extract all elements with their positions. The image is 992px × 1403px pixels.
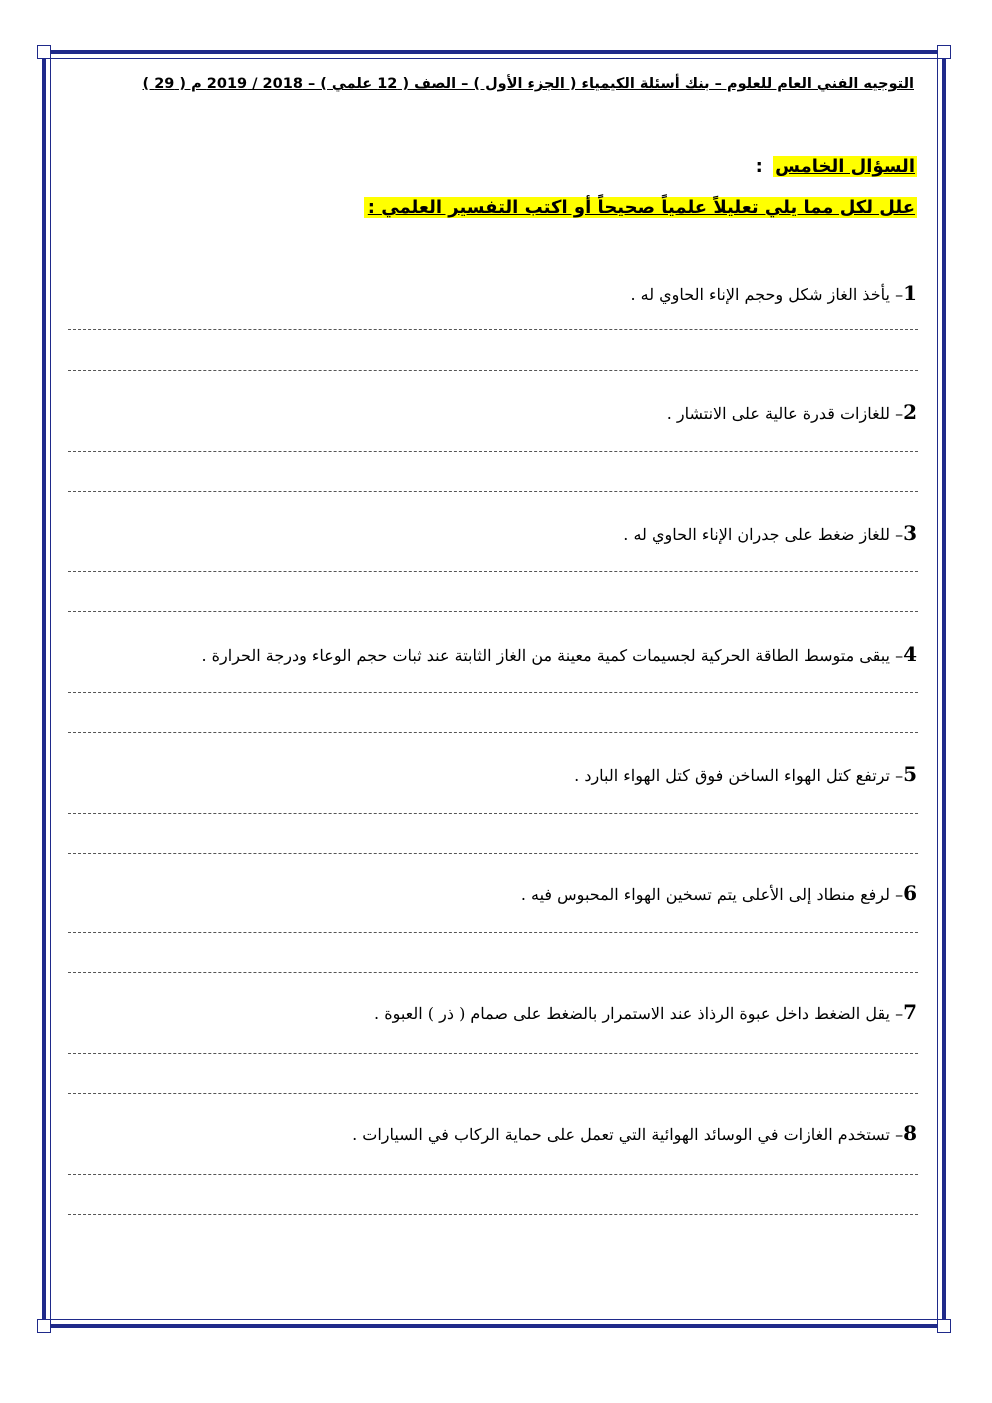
question-number: 5 (903, 762, 917, 786)
question-3 (71, 521, 917, 545)
question-number: 2 (903, 400, 917, 424)
question-text: – ترتفع كتل الهواء الساخن فوق كتل الهواء البارد . (574, 766, 904, 785)
answer-line[interactable] (68, 1053, 918, 1054)
answer-line[interactable] (68, 692, 918, 693)
question-text: – لرفع منطاد إلى الأعلى يتم تسخين الهواء المحبوس فيه . (520, 885, 904, 904)
question-number: 6 (903, 881, 917, 905)
answer-line[interactable] (68, 853, 918, 854)
page-header: التوجيه الفني العام للعلوم – بنك أسئلة الكيمياء ( الجزء الأول ) – الصف ( 12 علمي ) – 2018 / 2019 م ( 29 ) (142, 76, 914, 92)
instruction-colon: : (367, 197, 375, 218)
question-text: – للغازات قدرة عالية على الانتشار . (666, 404, 904, 423)
answer-line[interactable] (68, 972, 918, 973)
question-number: 8 (903, 1121, 917, 1145)
answer-line[interactable] (68, 1214, 918, 1215)
question-number: 1 (903, 281, 917, 305)
question-text: – يقل الضغط داخل عبوة الرذاذ عند الاستمرار بالضغط على صمام ( ذر ) العبوة . (374, 1004, 904, 1023)
instruction-label: علل لكل مما يلي تعليلاً علمياً صحيحاً أو اكتب التفسير العلمي (381, 197, 915, 218)
question-number: 3 (903, 521, 917, 545)
answer-line[interactable] (68, 451, 918, 452)
answer-line[interactable] (68, 329, 918, 330)
answer-line[interactable] (68, 1093, 918, 1094)
question-4 (71, 642, 917, 666)
question-1 (71, 281, 917, 305)
instruction (364, 197, 917, 218)
border-corner-ornament (37, 45, 51, 59)
question-number: 7 (903, 1000, 917, 1024)
answer-line[interactable] (68, 571, 918, 572)
question-2 (71, 400, 917, 424)
section-title-colon: : (755, 156, 763, 177)
answer-line[interactable] (68, 813, 918, 814)
section-title-text: السؤال الخامس (775, 156, 915, 177)
question-text: – يأخذ الغاز شكل وحجم الإناء الحاوي له . (630, 285, 904, 304)
question-text: – للغاز ضغط على جدران الإناء الحاوي له . (623, 525, 904, 544)
answer-line[interactable] (68, 611, 918, 612)
question-text: – يبقى متوسط الطاقة الحركية لجسيمات كمية معينة من الغاز الثابتة عند ثبات حجم الوعاء ودرجة الحرارة . (201, 646, 904, 665)
answer-line[interactable] (68, 370, 918, 371)
answer-line[interactable] (68, 1174, 918, 1175)
border-corner-ornament (937, 45, 951, 59)
border-corner-ornament (937, 1319, 951, 1333)
question-5 (71, 762, 917, 786)
question-text: – تستخدم الغازات في الوسائد الهوائية التي تعمل على حماية الركاب في السيارات . (352, 1125, 904, 1144)
border-corner-ornament (37, 1319, 51, 1333)
question-7 (71, 1000, 917, 1024)
question-6 (71, 881, 917, 905)
answer-line[interactable] (68, 732, 918, 733)
answer-line[interactable] (68, 932, 918, 933)
question-number: 4 (903, 642, 917, 666)
section-title (756, 156, 917, 177)
answer-line[interactable] (68, 491, 918, 492)
question-8 (71, 1121, 917, 1145)
instruction-text (364, 197, 917, 218)
